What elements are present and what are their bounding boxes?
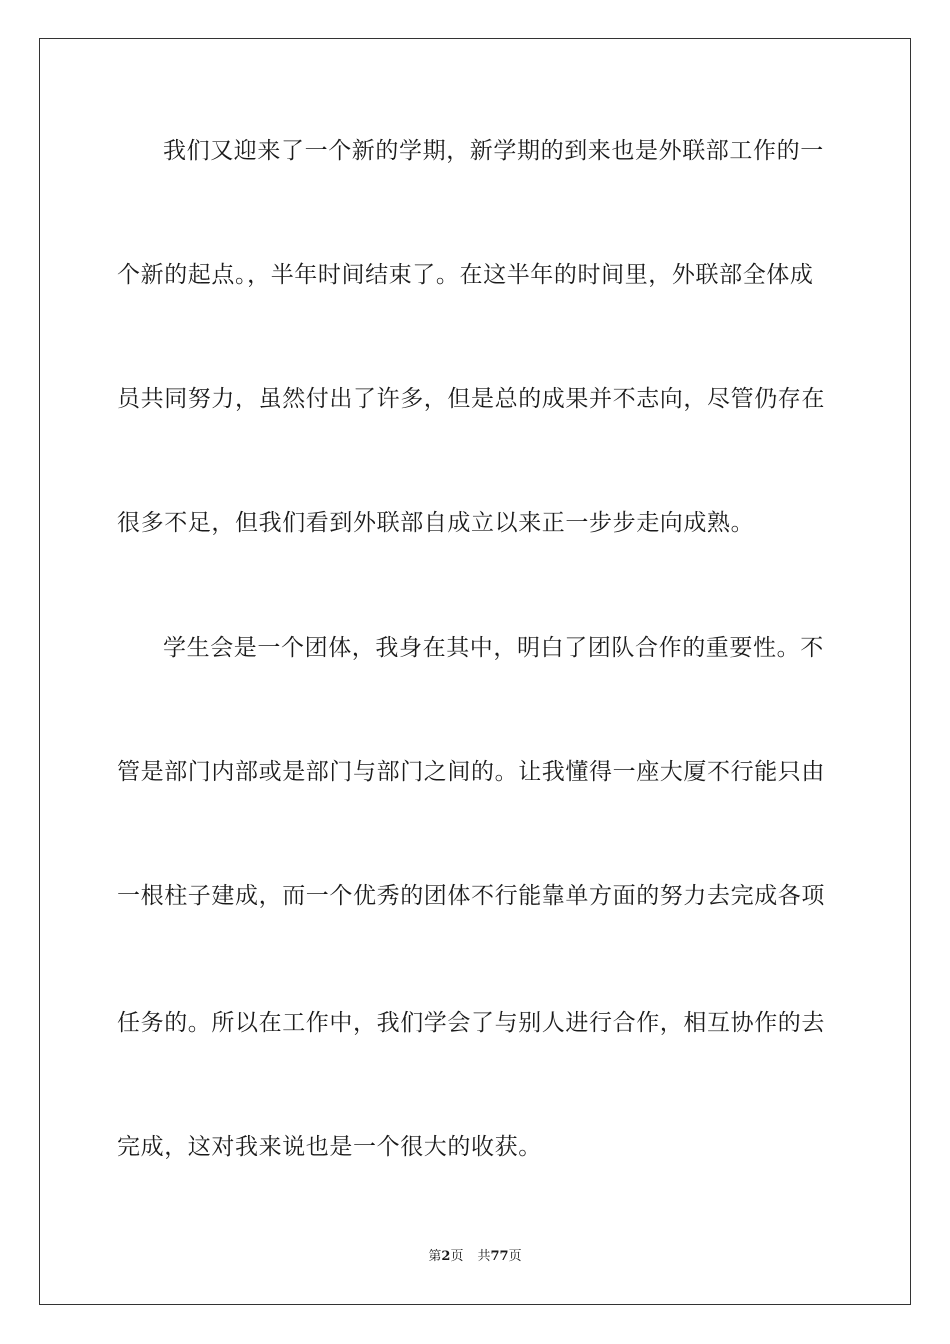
footer-total-pages: 77: [490, 1249, 509, 1264]
page-border: [39, 38, 911, 1305]
paragraph-2-line-4: 任务的。所以在工作中，我们学会了与别人进行合作，相互协作的去: [117, 1010, 825, 1036]
footer-page-suffix: 页: [450, 1249, 464, 1264]
footer-page-prefix: 第: [428, 1249, 442, 1264]
paragraph-1-line-1: 我们又迎来了一个新的学期，新学期的到来也是外联部工作的一: [163, 138, 824, 164]
paragraph-2-line-1: 学生会是一个团体，我身在其中，明白了团队合作的重要性。不: [163, 635, 824, 661]
paragraph-2-line-2: 管是部门内部或是部门与部门之间的。让我懂得一座大厦不行能只由: [117, 759, 825, 785]
footer-page-number: 2: [441, 1249, 451, 1264]
paragraph-1-line-2: 个新的起点。，半年时间结束了。在这半年的时间里，外联部全体成: [117, 262, 814, 288]
footer-total-suffix: 页: [508, 1249, 522, 1264]
paragraph-1-line-3: 员共同努力，虽然付出了许多，但是总的成果并不志向，尽管仍存在: [117, 386, 825, 412]
paragraph-2-line-5: 完成，这对我来说也是一个很大的收获。: [117, 1134, 542, 1160]
footer-total-prefix: 共: [477, 1249, 491, 1264]
paragraph-2-line-3: 一根柱子建成，而一个优秀的团体不行能靠单方面的努力去完成各项: [117, 883, 825, 909]
page-footer: [0, 1248, 950, 1266]
paragraph-1-line-4: 很多不足，但我们看到外联部自成立以来正一步步走向成熟。: [117, 510, 755, 536]
